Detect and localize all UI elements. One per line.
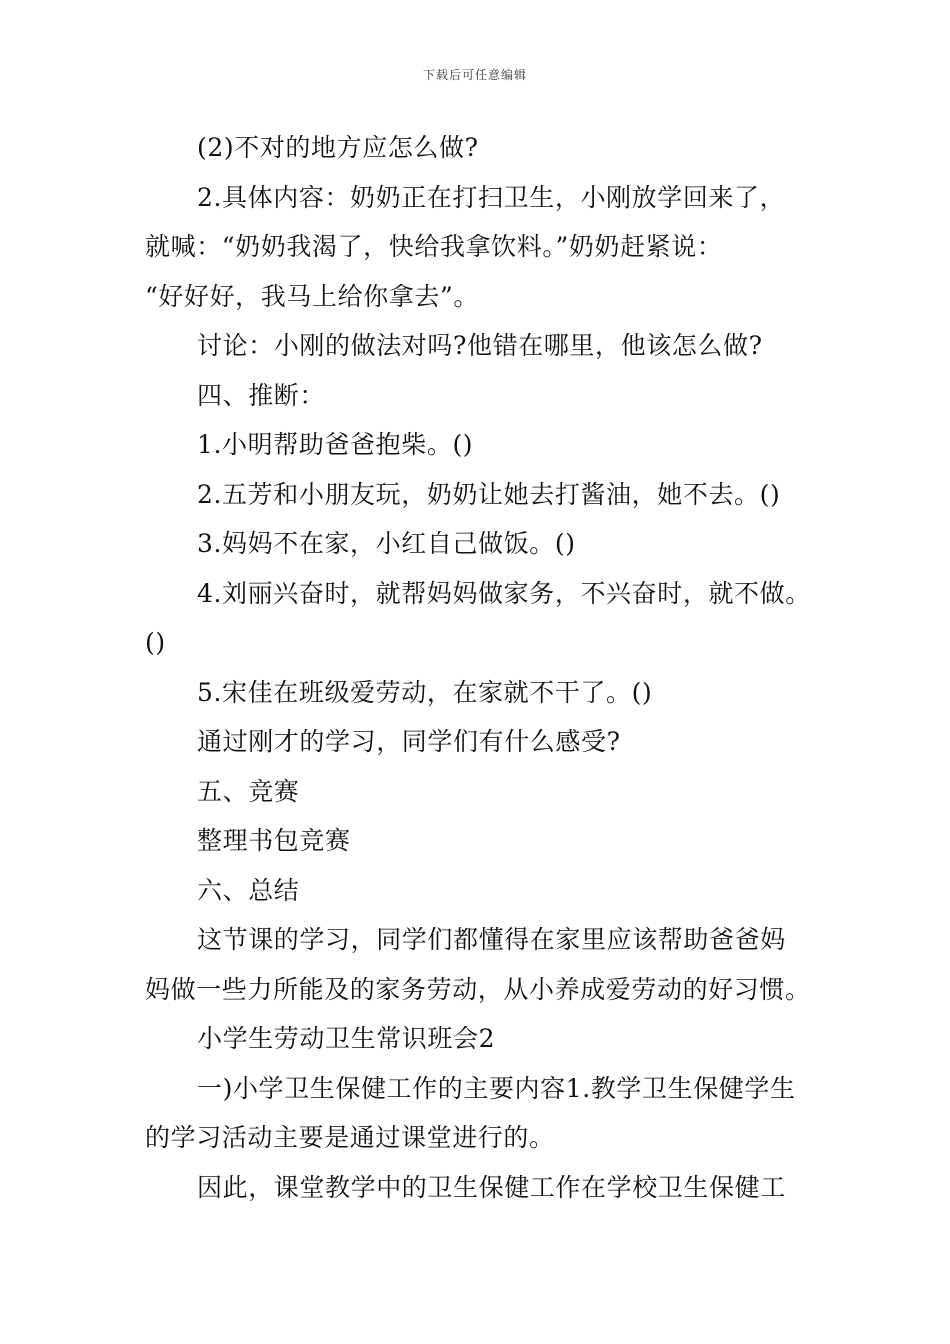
text-line: 整理书包竞赛 <box>197 826 351 855</box>
text-line: 2.具体内容：奶奶正在打扫卫生，小刚放学回来了， <box>197 182 786 212</box>
text-line: 讨论：小刚的做法对吗?他错在哪里，他该怎么做? <box>197 331 763 360</box>
text-line: 3.妈妈不在家，小红自己做饭。() <box>197 529 576 558</box>
text-line: 小学生劳动卫生常识班会2 <box>197 1024 496 1053</box>
text-line: (2)不对的地方应怎么做? <box>197 133 479 162</box>
text-line: 因此，课堂教学中的卫生保健工作在学校卫生保健工 <box>197 1172 786 1202</box>
paragraph <box>145 1064 825 1163</box>
text-line: 一)小学卫生保健工作的主要内容1.教学卫生保健学生 <box>197 1073 796 1103</box>
paragraph <box>145 321 825 371</box>
text-line: 5.宋佳在班级爱劳动，在家就不干了。() <box>197 677 653 707</box>
text-line: “好好好，我马上给你拿去”。 <box>145 281 479 311</box>
text-line: 五、竞赛 <box>197 776 300 806</box>
paragraph <box>145 1014 825 1064</box>
paragraph <box>145 668 825 718</box>
text-line: 就喊：“奶奶我渴了，快给我拿饮料。”奶奶赶紧说： <box>145 232 723 261</box>
paragraph <box>145 371 825 421</box>
paragraph <box>145 470 825 520</box>
text-line: 四、推断： <box>197 380 326 410</box>
page-header: 下载后可任意编辑 <box>422 68 527 82</box>
text-line: 妈做一些力所能及的家务劳动，从小养成爱劳动的好习惯。 <box>145 974 811 1004</box>
document-body <box>145 123 825 1212</box>
paragraph <box>145 420 825 470</box>
text-line: 2.五芳和小朋友玩，奶奶让她去打酱油，她不去。() <box>197 479 781 509</box>
paragraph <box>145 816 825 866</box>
paragraph <box>145 173 825 322</box>
paragraph <box>145 123 825 173</box>
text-line: 通过刚才的学习，同学们有什么感受? <box>197 727 621 756</box>
paragraph <box>145 915 825 1014</box>
text-line: 这节课的学习，同学们都懂得在家里应该帮助爸爸妈 <box>197 925 786 954</box>
text-line: 六、总结 <box>197 875 300 905</box>
text-line: () <box>145 628 166 657</box>
paragraph <box>145 717 825 767</box>
text-line: 1.小明帮助爸爸抱柴。() <box>197 430 474 459</box>
paragraph <box>145 569 825 668</box>
text-line: 4.刘丽兴奋时，就帮妈妈做家务，不兴奋时，就不做。 <box>197 578 811 608</box>
paragraph <box>145 866 825 916</box>
paragraph <box>145 767 825 817</box>
text-line: 的学习活动主要是通过课堂进行的。 <box>145 1123 555 1152</box>
paragraph <box>145 1163 825 1213</box>
paragraph <box>145 519 825 569</box>
